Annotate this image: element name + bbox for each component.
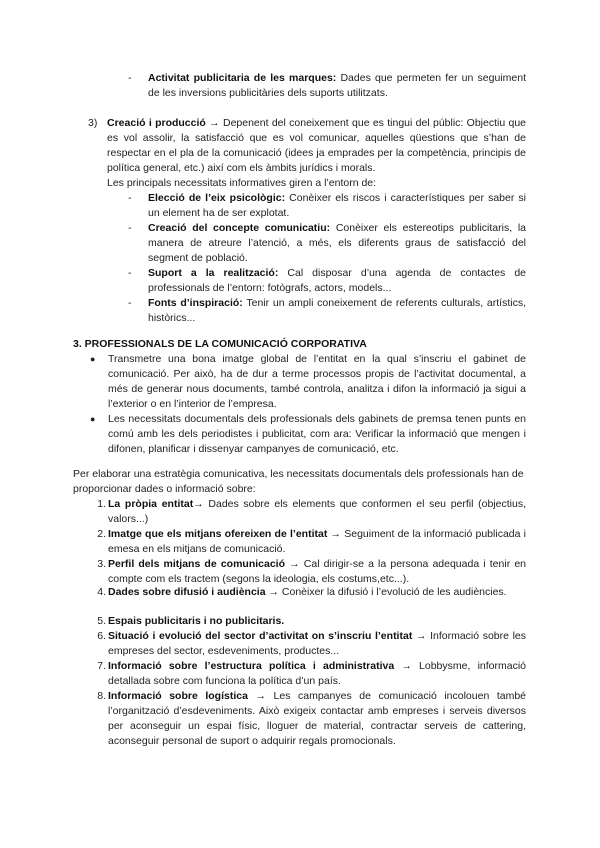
item-number: 4. xyxy=(97,586,106,598)
item-number: 2. xyxy=(97,528,106,540)
item-text: Dades que permeten fer un seguiment de les inversions publicitàries dels suports utilitzats. xyxy=(148,72,526,99)
arrow-icon: → xyxy=(289,558,300,570)
item-text: Conèixer la difusió i l’evolució de les audiències. xyxy=(281,586,507,598)
item-number: 6. xyxy=(97,630,106,642)
dash-marker: - xyxy=(128,72,132,84)
bullet-text: Transmetre una bona imatge global de l’entitat en la qual s’inscriu el gabinet de comunicació. Per això, ha de dur a terme processos propis de l’activitat documental, a més de generar nous documents, també controla, analitza i difon la informació ja sigui a l’exterior o en l’interior de l’empresa. xyxy=(108,353,526,410)
item-term: Situació i evolució del sector d’activitat on s’inscriu l’entitat xyxy=(108,630,413,642)
bullet-icon: ● xyxy=(90,354,96,364)
item-text: Tenir un ampli coneixement de referents culturals, artístics, històrics... xyxy=(148,297,527,324)
item-term: Informació sobre logística xyxy=(108,690,248,702)
item-term: Activitat publicitaria de les marques: xyxy=(148,72,337,84)
item-text: Conèixer els riscos i característiques per saber si un element ha de ser explotat. xyxy=(148,192,526,219)
section-number: 3) xyxy=(88,117,98,129)
item-term: Informació sobre l’estructura política i administrativa xyxy=(108,660,395,672)
item-text: Dades sobre els elements que conformen el seu perfil (objectius, valors...) xyxy=(108,498,526,525)
dash-marker: - xyxy=(128,222,132,234)
arrow-icon: → xyxy=(268,586,279,598)
item-text: Informació sobre les empreses del sector, esdeveniments, productes... xyxy=(108,630,526,657)
arrow-icon: → xyxy=(401,660,412,672)
arrow-icon: → xyxy=(330,528,342,540)
item-term: Imatge que els mitjans ofereixen de l’entitat xyxy=(108,528,328,540)
section-term: Creació i producció xyxy=(107,117,206,129)
bullet-text: Les necessitats documentals dels professionals dels gabinets de premsa tenen punts en comú amb les dels periodistes i publicitat, com ara: Verificar la informació que mengen i difonen, planificar i dissenyar campanyes de comunicació, etc. xyxy=(108,413,526,455)
item-term: Suport a la realització: xyxy=(148,267,279,279)
dash-marker: - xyxy=(128,192,132,204)
arrow-icon: → xyxy=(415,630,427,642)
bullet-icon: ● xyxy=(90,414,96,424)
section-heading: 3. PROFESSIONALS DE LA COMUNICACIÓ CORPORATIVA xyxy=(73,338,367,350)
arrow-icon: → xyxy=(193,498,204,510)
item-term: Elecció de l’eix psicològic: xyxy=(148,192,286,204)
item-number: 3. xyxy=(97,558,106,570)
item-term: Creació del concepte comunicatiu: xyxy=(148,222,331,234)
item-text: Conèixer els estereotips publicitaris, la manera de atreure l’atenció, a més, els diferents graus de satisfacció del segment de població. xyxy=(148,222,526,264)
section-paragraph xyxy=(107,116,526,176)
item-number: 5. xyxy=(97,615,106,627)
dash-marker: - xyxy=(128,267,132,279)
item-number: 8. xyxy=(97,690,106,702)
item-number: 7. xyxy=(97,660,106,672)
arrow-icon: → xyxy=(255,690,266,702)
intro-paragraph: Per elaborar una estratègia comunicativa, les necessitats documentals dels professionals han de proporcionar dades o informació sobre: xyxy=(73,468,524,495)
item-term: La pròpia entitat xyxy=(108,498,194,510)
dash-marker: - xyxy=(128,297,132,309)
item-text: Lobbysme, informació detallada sobre com funciona la política d’un país. xyxy=(108,660,526,687)
item-text: Les campanyes de comunicació incolouen també l’organització d’esdeveniments. Això exigeix contactar amb empreses i serveis diversos per aconseguir un espai físic, lloguer de material, contractar serveis de cattering, aconseguir personal de suport o adquirir regals promocionals. xyxy=(108,690,527,747)
section-text: Depenent del coneixement que es tingui del públic: Objectiu que es vol assolir, la satisfacció que es vol comunicar, aquelles qüestions que s’han de respectar en el pla de la comunicació (idees ja emprades per la competència, principis de política general, etc.) així com els àmbits jurídics i morals. xyxy=(107,117,527,174)
item-text: Cal disposar d’una agenda de contactes de professionals de l’entorn: fotògrafs, actors, models... xyxy=(148,267,527,294)
arrow-icon: → xyxy=(209,117,220,129)
item-number: 1. xyxy=(97,498,106,510)
item-text: Seguiment de la informació publicada i emesa en els mitjans de comunicació. xyxy=(108,528,526,555)
item-term: Dades sobre difusió i audiència xyxy=(108,586,266,598)
item-term: Perfil dels mitjans de comunicació xyxy=(108,558,286,570)
section-intro: Les principals necessitats informatives giren a l’entorn de: xyxy=(107,177,377,189)
item-text: Cal dirigir-se a la persona adequada i tenir en compte com els tractem (segons la ideologia, els costums,etc...). xyxy=(108,558,526,585)
item-term: Espais publicitaris i no publicitaris. xyxy=(108,615,285,627)
item-term: Fonts d’inspiració: xyxy=(148,297,243,309)
